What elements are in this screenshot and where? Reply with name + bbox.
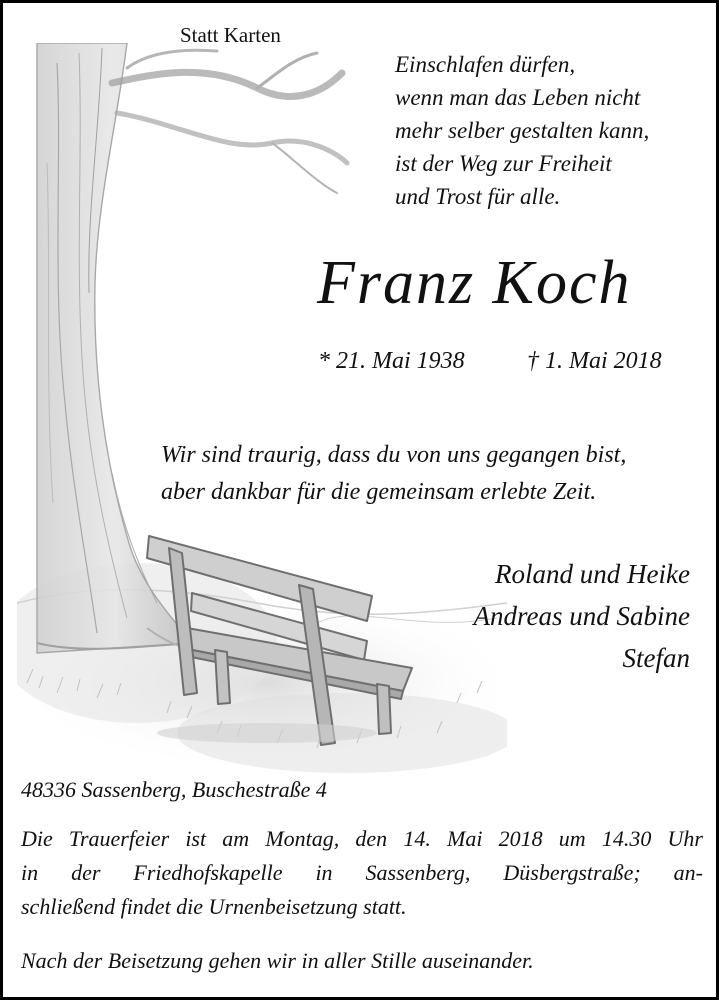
ceremony-word: Sassenberg, bbox=[365, 860, 471, 885]
birth-date: * 21. Mai 1938 bbox=[318, 348, 465, 374]
mourner-entry: Stefan bbox=[622, 643, 690, 673]
poem-line: wenn man das Leben nicht bbox=[395, 85, 641, 110]
ceremony-line-3: schließend findet die Urnenbeisetzung statt. bbox=[21, 894, 407, 919]
ceremony-word: Montag, bbox=[265, 826, 340, 851]
deceased-name: Franz Koch bbox=[317, 249, 632, 317]
ceremony-word: in bbox=[315, 860, 333, 885]
ceremony-word: an- bbox=[673, 860, 703, 885]
death-date: † 1. Mai 2018 bbox=[527, 348, 662, 374]
mourner-entry: Andreas und Sabine bbox=[473, 601, 690, 631]
quote-line: Wir sind traurig, dass du von uns gegangen bist, bbox=[161, 442, 627, 468]
ceremony-word: Mai bbox=[447, 826, 483, 851]
ceremony-word: der bbox=[71, 860, 101, 885]
closing-note: Nach der Beisetzung gehen wir in aller Stille auseinander. bbox=[21, 948, 534, 973]
ceremony-word: Friedhofskapelle bbox=[133, 860, 283, 885]
ceremony-word: Uhr bbox=[667, 826, 703, 851]
poem bbox=[395, 48, 649, 213]
poem-line: Einschlafen dürfen, bbox=[395, 52, 576, 77]
ceremony-word: Die bbox=[21, 826, 53, 851]
mourners-list bbox=[474, 553, 690, 679]
ceremony-word: am bbox=[222, 826, 250, 851]
mourner-entry: Roland und Heike bbox=[495, 559, 690, 589]
ceremony-word: 14. bbox=[403, 826, 431, 851]
poem-line: und Trost für alle. bbox=[395, 184, 561, 209]
ceremony-word: 2018 bbox=[498, 826, 543, 851]
statt-karten-label: Statt Karten bbox=[180, 23, 281, 47]
quote-line: aber dankbar für die gemeinsam erlebte Zeit. bbox=[161, 479, 597, 505]
memorial-quote bbox=[161, 437, 626, 511]
ceremony-line-1 bbox=[21, 822, 703, 856]
ceremony-word: 14.30 bbox=[601, 826, 652, 851]
ceremony-word: um bbox=[558, 826, 586, 851]
poem-line: mehr selber gestalten kann, bbox=[395, 118, 650, 143]
address: 48336 Sassenberg, Buschestraße 4 bbox=[21, 777, 327, 802]
ceremony-word: Düsbergstraße; bbox=[503, 860, 641, 885]
ceremony-word: in bbox=[21, 860, 39, 885]
ceremony-line-2 bbox=[21, 856, 703, 890]
poem-line: ist der Weg zur Freiheit bbox=[395, 151, 612, 176]
ceremony-word: ist bbox=[185, 826, 207, 851]
ceremony-details bbox=[21, 822, 703, 924]
ceremony-word: Trauerfeier bbox=[68, 826, 170, 851]
ceremony-word: den bbox=[355, 826, 388, 851]
